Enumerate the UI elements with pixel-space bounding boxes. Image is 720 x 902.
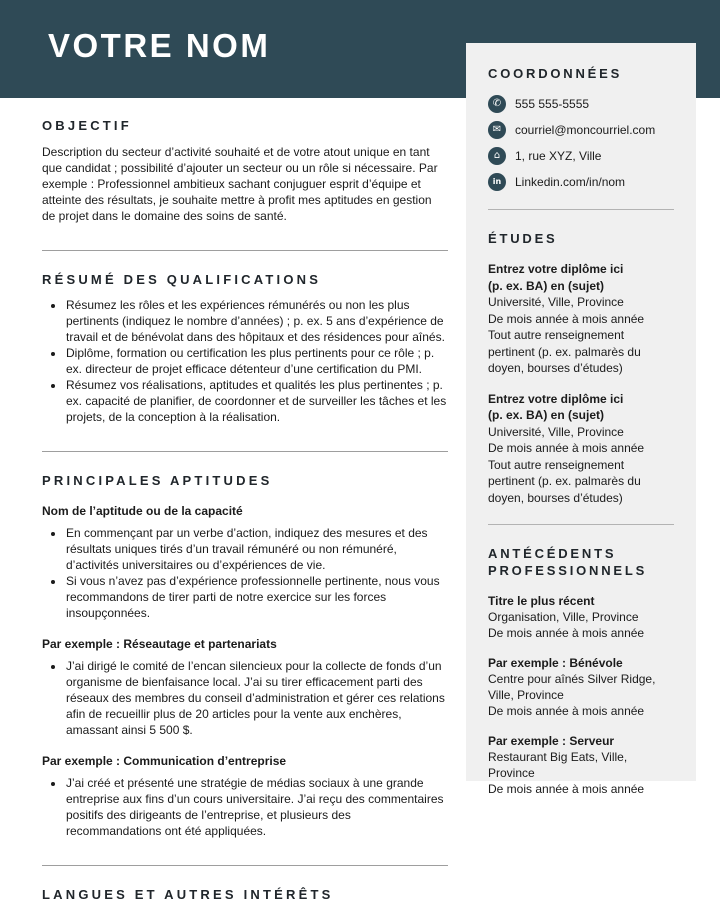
email-icon: ✉ bbox=[488, 121, 506, 139]
bullet-item: • Diplôme, formation ou certification les plus pertinents pour ce rôle ; p. ex. directeur de projet efficace détenteur d’une certification du PMI. bbox=[65, 345, 448, 377]
objectif-paragraph: Description du secteur d’activité souhaité et de votre atout unique en tant que candidat ; possibilité d’ajouter un secteur ou un rôle si nécessaire. Par exemple : Professionnel ambitieux sachant conjuguer esprit d’équipe et atteinte des résultats, je souhaite mettre à profit mes aptitudes en gestion de projet dans le domaine des soins de santé. bbox=[42, 145, 438, 223]
sidebar bbox=[466, 43, 696, 796]
bullet-item: • J’ai dirigé le comité de l’encan silencieux pour la collecte de fonds d’un organisme de bienfaisance local. J’ai su tirer efficacement parti des réseaux des membres du conseil d’administration et gérer ces relations afin de recueillir plus de 20 articles pour la vente aux enchères, amassant ainsi 5 500 $. bbox=[65, 658, 448, 738]
contact-row-address bbox=[488, 147, 674, 165]
divider bbox=[42, 451, 448, 452]
dates: De mois année à mois année bbox=[488, 626, 645, 640]
job-entry bbox=[488, 733, 674, 797]
divider bbox=[42, 865, 448, 866]
job-title: Par exemple : Serveur bbox=[488, 734, 615, 748]
linkedin-icon: in bbox=[488, 173, 506, 191]
street-address: 1, rue XYZ, Ville bbox=[515, 148, 602, 163]
aptitude-subheading: Nom de l’aptitude ou de la capacité bbox=[42, 504, 243, 518]
section-title-langues: LANGUES ET AUTRES INTÉRÊTS bbox=[42, 887, 334, 902]
job-entry bbox=[488, 655, 674, 719]
aptitude-example-heading: Par exemple : Réseautage et partenariats bbox=[42, 637, 277, 651]
sidebar-divider bbox=[488, 524, 674, 525]
phone-icon: ✆ bbox=[488, 95, 506, 113]
job-entry bbox=[488, 593, 674, 641]
organization: Organisation, Ville, Province bbox=[488, 610, 639, 624]
contact-row-linkedin bbox=[488, 173, 674, 191]
degree-title: (p. ex. BA) en (sujet) bbox=[488, 278, 605, 293]
contact-list bbox=[488, 95, 674, 191]
education-extra: Tout autre renseignement pertinent (p. ex. palmarès du doyen, bourses d’études) bbox=[488, 328, 641, 375]
sidebar-title-etudes: ÉTUDES bbox=[488, 231, 558, 246]
dates: De mois année à mois année bbox=[488, 782, 645, 796]
linkedin-url: Linkedin.com/in/nom bbox=[515, 174, 626, 189]
page-title: VOTRE NOM bbox=[48, 27, 271, 64]
education-extra: Tout autre renseignement pertinent (p. ex. palmarès du doyen, bourses d’études) bbox=[488, 457, 641, 505]
bullet-item: • Résumez vos réalisations, aptitudes et qualités les plus pertinentes ; p. ex. capacité de planifier, de coordonner et de surveiller les tâches et les projets, de la conception à la réalisation. bbox=[65, 377, 448, 425]
sidebar-title-antecedents: ANTÉCÉDENTS PROFESSIONNELS bbox=[488, 546, 648, 578]
email-address: courriel@moncourriel.com bbox=[515, 122, 656, 137]
dates: De mois année à mois année bbox=[488, 441, 645, 455]
bullet-item: • En commençant par un verbe d’action, indiquez des mesures et des résultats uniques tirés d’un travail rémunéré ou non rémunéré, d’activités universitaires ou d’expériences de vie. bbox=[65, 525, 448, 573]
divider bbox=[42, 250, 448, 251]
bullet-item: • Résumez les rôles et les expériences rémunérés ou non les plus pertinents (indiquez le nombre d’années) ; p. ex. 5 ans d’expérience de travail et de bénévolat dans des hôpitaux et des résidences pour aînés. bbox=[65, 297, 448, 345]
bullet-item: • J’ai créé et présenté une stratégie de médias sociaux à une grande entreprise aux fins d’un cours universitaire. J’ai reçu des commentaires positifs des dirigeants de l’entreprise, et plusieurs des recommandations ont été appliquées. bbox=[65, 775, 448, 839]
main-column bbox=[42, 98, 448, 902]
organization: Centre pour aînés Silver Ridge, Ville, Province bbox=[488, 672, 656, 702]
school: Université, Ville, Province bbox=[488, 424, 624, 439]
bullet-item: • Si vous n’avez pas d’expérience professionnelle pertinente, nous vous recommandons de tirer parti de notre exercice sur les forces insoupçonnées. bbox=[65, 573, 448, 621]
job-title: Par exemple : Bénévole bbox=[488, 656, 623, 670]
education-entry bbox=[488, 391, 674, 507]
degree-title: (p. ex. BA) en (sujet) bbox=[488, 408, 605, 422]
sidebar-divider bbox=[488, 209, 674, 210]
aptitude-example-list bbox=[42, 658, 448, 738]
aptitude-example-heading: Par exemple : Communication d’entreprise bbox=[42, 754, 287, 768]
section-title-qualifications: RÉSUMÉ DES QUALIFICATIONS bbox=[42, 272, 322, 287]
job-title: Titre le plus récent bbox=[488, 594, 595, 608]
school: Université, Ville, Province bbox=[488, 295, 624, 309]
home-icon: ⌂ bbox=[488, 147, 506, 165]
section-title-aptitudes: PRINCIPALES APTITUDES bbox=[42, 473, 273, 488]
qualifications-list bbox=[42, 297, 448, 425]
phone-number: 555 555-5555 bbox=[515, 96, 590, 111]
aptitude-example-list bbox=[42, 775, 448, 839]
aptitudes-list bbox=[42, 525, 448, 621]
organization: Restaurant Big Eats, Ville, Province bbox=[488, 750, 628, 780]
dates: De mois année à mois année bbox=[488, 704, 645, 718]
section-title-objectif: OBJECTIF bbox=[42, 118, 132, 133]
degree-title: Entrez votre diplôme ici bbox=[488, 262, 624, 276]
education-entry bbox=[488, 261, 674, 377]
sidebar-title-coordonnees: COORDONNÉES bbox=[488, 66, 623, 81]
contact-row-phone bbox=[488, 95, 674, 113]
dates: De mois année à mois année bbox=[488, 311, 645, 326]
degree-title: Entrez votre diplôme ici bbox=[488, 391, 624, 406]
contact-row-email bbox=[488, 121, 674, 139]
